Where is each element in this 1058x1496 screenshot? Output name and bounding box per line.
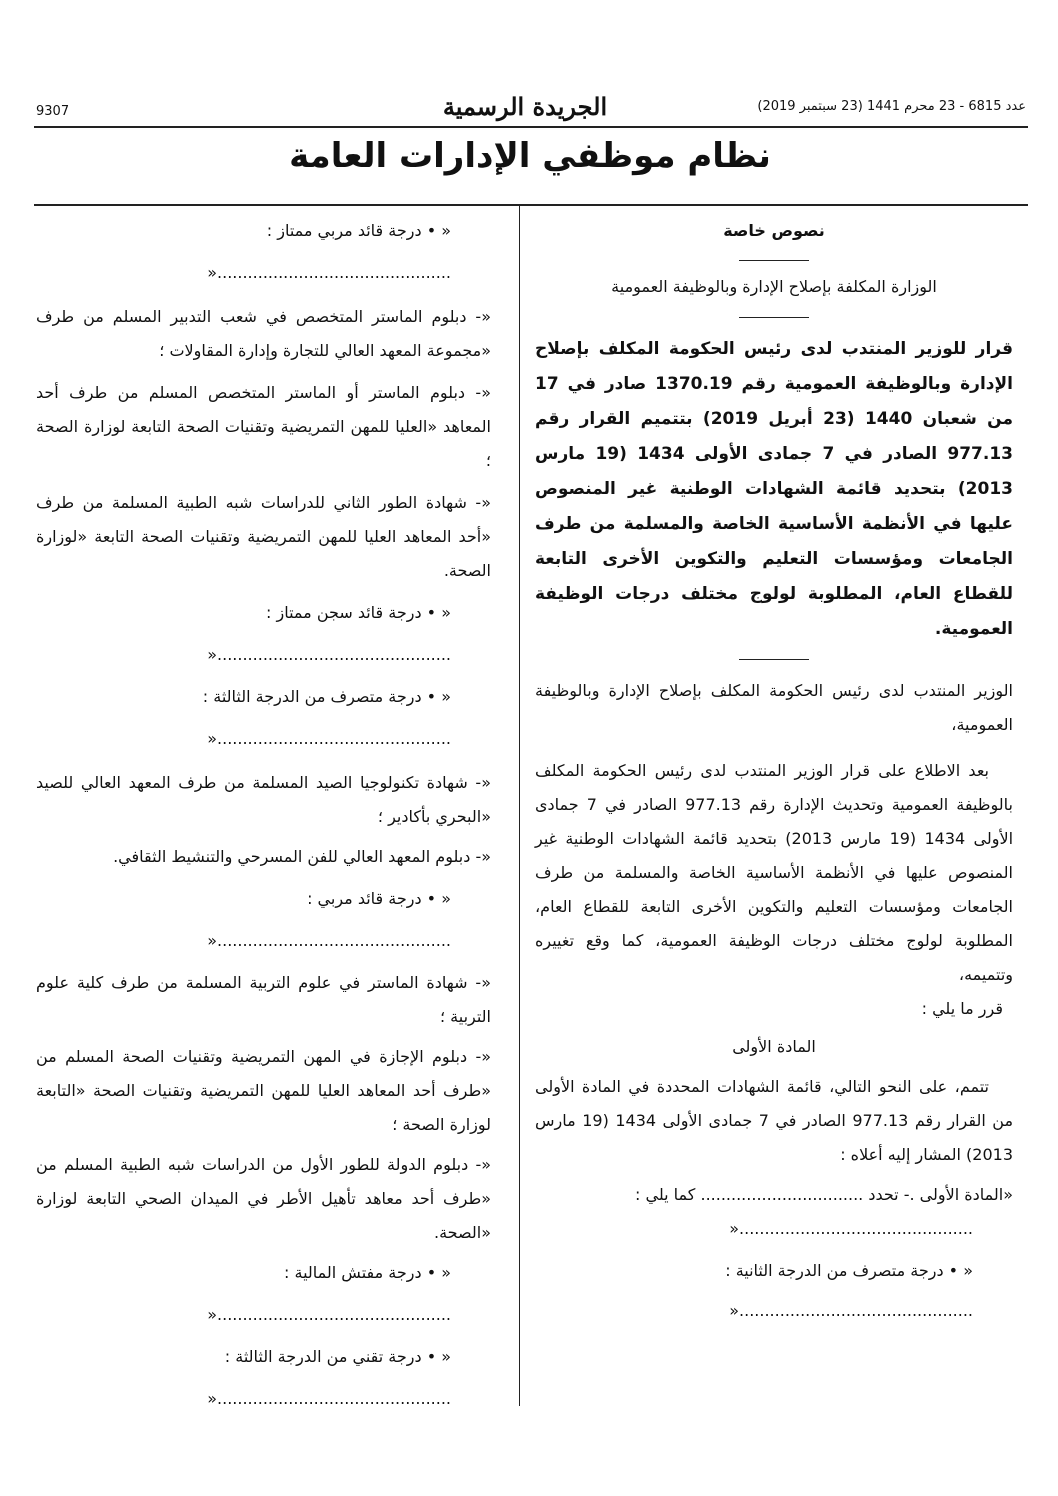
- journal-name: الجريدة الرسمية: [442, 92, 608, 121]
- article-text: تتمم، على النحو التالي، قائمة الشهادات المحددة في المادة الأولى من القرار رقم 977.13 الصادر في 7 جمادى الأولى 1434 (19 مارس 2013) المشار إليه أعلاه :: [535, 1077, 1014, 1164]
- list-item: «- شهادة الطور الثاني للدراسات شبه الطبية المسلمة من طرف «أحد المعاهد العليا للمهن التمريضية وتقنيات الصحة التابعة «لوزارة الصحة.: [36, 493, 491, 580]
- article-quote: «المادة الأولى .- تحدد ................................ كما يلي :: [635, 1185, 1013, 1204]
- grade-heading: « • درجة متصرف من الدرجة الثانية :: [725, 1261, 973, 1280]
- grade-heading: « • درجة قائد مربي ممتاز :: [266, 221, 451, 240]
- grade-heading: « • درجة متصرف من الدرجة الثالثة :: [202, 687, 451, 706]
- section-heading: نصوص خاصة: [723, 221, 825, 240]
- dots-line: ..............................................«: [207, 263, 451, 282]
- article-title: المادة الأولى: [732, 1037, 816, 1056]
- list-item: «- شهادة الماستر في علوم التربية المسلمة من طرف كلية علوم التربية ؛: [36, 973, 491, 1026]
- dots-line: ..............................................«: [729, 1301, 973, 1320]
- page-number: 9307: [36, 104, 70, 119]
- grade-heading: « • درجة قائد سجن ممتاز :: [266, 603, 451, 622]
- page-title: نظام موظفي الإدارات العامة: [289, 136, 771, 176]
- preamble: بعد الاطلاع على قرار الوزير المنتدب لدى رئيس الحكومة المكلف بالوظيفة العمومية وتحديث الإدارة رقم 977.13 الصادر في 7 جمادى الأولى 1434 (19 مارس 2013) بتحديد قائمة الشهادات الوطنية غير المنصوص عليها في الأنظمة الأساسية الخاصة والمسلمة من طرف الجامعات ومؤسسات التعليم والتكوين الأخرى التابعة للقطاع العام، المطلوبة لولوج مختلف درجات الوظيفة العمومية، كما وقع تغييره وتتميمه،: [535, 761, 1014, 984]
- decides: قرر ما يلي :: [921, 999, 1003, 1018]
- decree-title: قرار للوزير المنتدب لدى رئيس الحكومة المكلف بإصلاح الإدارة وبالوظيفة العمومية رقم 1370.19 صادر في 17 من شعبان 1440 (23 أبريل 2019) بتتميم القرار رقم 977.13 الصادر في 7 جمادى الأولى 1434 (19 مارس 2013) بتحديد قائمة الشهادات الوطنية غير المنصوص عليها في الأنظمة الأساسية الخاصة والمسلمة من طرف الجامعات ومؤسسات التعليم والتكوين الأخرى التابعة للقطاع العام، المطلوبة لولوج مختلف درجات الوظيفة العمومية.: [535, 339, 1013, 639]
- list-item: «- دبلوم الماستر أو الماستر المتخصص المسلم من طرف أحد المعاهد «العليا للمهن التمريضية وتقنيات الصحة التابعة لوزارة الصحة ؛: [36, 383, 491, 470]
- minister-line: الوزير المنتدب لدى رئيس الحكومة المكلف بإصلاح الإدارة وبالوظيفة العمومية،: [535, 681, 1013, 734]
- list-item: «- دبلوم الإجازة في المهن التمريضية وتقنيات الصحة المسلم من «طرف أحد المعاهد العليا للمهن التمريضية وتقنيات الصحة «التابعة لوزارة الصحة ؛: [36, 1047, 491, 1134]
- right-column: [535, 212, 1013, 1328]
- dots-line: ..............................................«: [729, 1219, 973, 1238]
- dots-line: ..............................................«: [207, 931, 451, 950]
- left-column: [36, 214, 491, 1416]
- separator: [739, 317, 809, 318]
- grade-heading: « • درجة قائد مربي :: [307, 889, 451, 908]
- dots-line: ..............................................«: [207, 1389, 451, 1408]
- separator: [739, 659, 809, 660]
- dots-line: ..............................................«: [207, 645, 451, 664]
- issue-info: عدد 6815 - 23 محرم 1441 (23 سبتمبر 2019): [757, 99, 1026, 114]
- dots-line: ..............................................«: [207, 729, 451, 748]
- list-item: «- دبلوم الدولة للطور الأول من الدراسات شبه الطبية المسلم من «طرف أحد معاهد تأهيل الأطر في الميدان الصحي التابعة لوزارة «الصحة.: [36, 1155, 491, 1242]
- list-item: «- دبلوم الماستر المتخصص في شعب التدبير المسلم من طرف «مجموعة المعهد العالي للتجارة وإدارة المقاولات ؛: [36, 307, 491, 360]
- separator: [739, 260, 809, 261]
- column-divider: [519, 206, 520, 1406]
- title-rule: [34, 204, 1028, 206]
- ministry-name: الوزارة المكلفة بإصلاح الإدارة وبالوظيفة العمومية: [611, 277, 937, 296]
- list-item: «- شهادة تكنولوجيا الصيد المسلمة من طرف المعهد العالي للصيد «البحري بأكادير ؛: [36, 773, 491, 826]
- list-item: «- دبلوم المعهد العالي للفن المسرحي والتنشيط الثقافي.: [113, 847, 491, 866]
- grade-heading: « • درجة تقني من الدرجة الثالثة :: [224, 1347, 451, 1366]
- grade-heading: « • درجة مفتش المالية :: [284, 1263, 451, 1282]
- header-rule: [34, 126, 1028, 128]
- dots-line: ..............................................«: [207, 1305, 451, 1324]
